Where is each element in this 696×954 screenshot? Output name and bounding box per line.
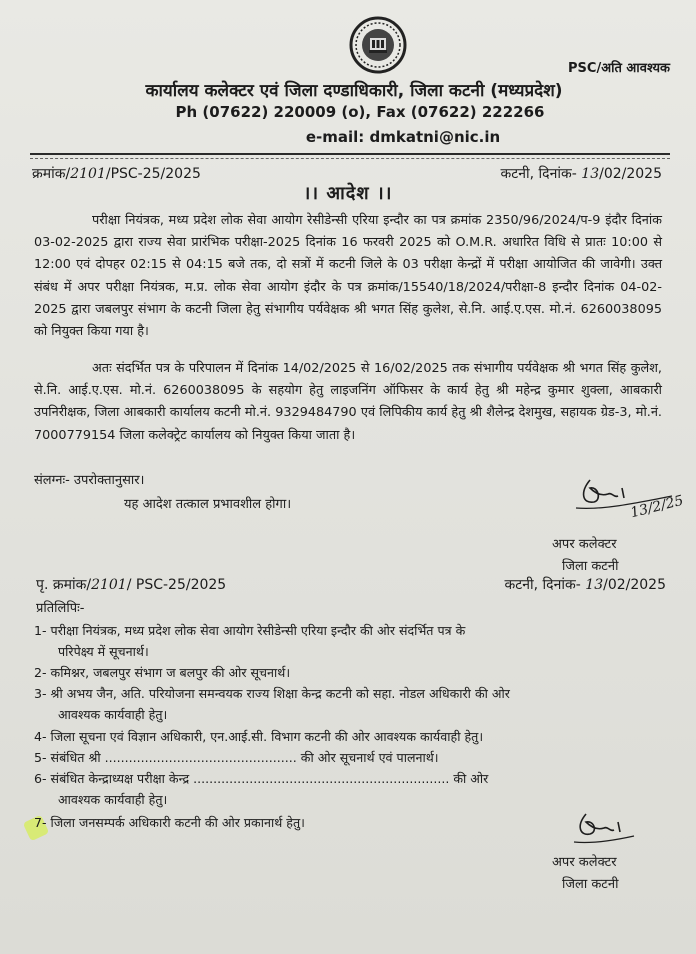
header-divider-dashed (30, 158, 670, 159)
copy-to-label: प्रतिलिपिः- (36, 601, 85, 616)
ref-suffix: /PSC-25/2025 (105, 166, 201, 182)
copy-ref-number-handwritten: 2101 (91, 577, 127, 593)
header-divider (30, 153, 670, 155)
copy-item-line: परिपेक्ष्य में सूचनार्थ। (58, 644, 149, 659)
order-paragraph-2 (34, 358, 662, 447)
order-heading: ।। आदेश ।। (303, 183, 393, 204)
ref-number-handwritten: 2101 (70, 166, 106, 182)
copy-item-line: 4- जिला सूचना एवं विज्ञान अधिकारी, एन.आई.सी. विभाग कटनी की ओर आवश्यक कार्यवाही हेतु। (34, 729, 484, 744)
date-label: कटनी, दिनांक- (500, 166, 577, 182)
copy-item-line: 6- संबंधित केन्द्राध्यक्ष परीक्षा केन्द्र ................................................................ की ओर (34, 771, 489, 786)
copy-item-line: 1- परीक्षा नियंत्रक, मध्य प्रदेश लोक सेवा आयोग रेसीडेन्सी एरिया इन्दौर की ओर संदर्भित पत्र के (34, 623, 466, 638)
office-title: कार्यालय कलेक्टर एवं जिला दण्डाधिकारी, जिला कटनी (मध्यप्रदेश) (145, 81, 563, 101)
copy-item-line: आवश्यक कार्यवाही हेतु। (58, 707, 168, 722)
copy-item (34, 726, 664, 747)
copy-item-line: 5- संबंधित श्री ................................................ की ओर सूचनार्थ एवं पालनार्थ। (34, 750, 439, 765)
signature-block-2 (552, 852, 618, 896)
copy-item-line: 7- जिला जनसम्पर्क अधिकारी कटनी की ओर प्रकानार्थ हेतु। (34, 815, 305, 830)
signature-date-scrawl: 13/2/25 (628, 492, 686, 522)
effect-note: यह आदेश तत्काल प्रभावशील होगा। (124, 497, 292, 512)
signature-block-1 (552, 534, 618, 578)
copy-item-line: 3- श्री अभय जैन, अति. परियोजना समन्वयक राज्य शिक्षा केन्द्र कटनी को सहा. नोडल अधिकारी की ओर (34, 686, 510, 701)
signatory-district: जिला कटनी (562, 877, 619, 892)
para2-text: अतः संदर्भित पत्र के परिपालन में दिनांक 14/02/2025 से 16/02/2025 तक संभागीय पर्यवेक्षक श्री भगत सिंह कुलेश, से.नि. आई.ए.एस. मो.नं. 6260038095 के सहयोग हेतु लाइजनिंग ऑफिसर के कार्य हेतु श्री महेन्द्र कुमार शुक्ला, आबकारी उपनिरीक्षक, जिला आबकारी कार्यालय कटनी मो.नं. 9329484790 एवं लिपिकीय कार्य हेतु श्री शैलेन्द्र देशमुख, सहायक ग्रेड-3, मो.नं. 7000779154 जिला कलेक्ट्रेट कार्यालय को नियुक्त किया जाता है। (34, 361, 662, 443)
copy-item (34, 812, 664, 833)
enclosure-note: संलग्नः- उपरोक्तानुसार। (34, 473, 145, 488)
order-paragraph-1 (34, 210, 662, 343)
ref-prefix: क्रमांक/ (32, 166, 71, 182)
copy-date-handwritten: 13 (585, 577, 604, 593)
copy-date-printed: /02/2025 (603, 577, 666, 593)
date-printed: /02/2025 (599, 166, 662, 182)
copy-reference-line (36, 575, 666, 594)
date-handwritten: 13 (581, 166, 600, 182)
copy-item-line: 2- कमिश्नर, जबलपुर संभाग ज बलपुर की ओर सूचनार्थ। (34, 665, 291, 680)
signatory-district: जिला कटनी (562, 559, 619, 574)
copy-item (34, 683, 664, 725)
copy-item (34, 768, 664, 810)
signatory-designation: अपर कलेक्टर (552, 855, 617, 870)
copy-item-line: आवश्यक कार्यवाही हेतु। (58, 792, 168, 807)
signatory-designation: अपर कलेक्टर (552, 537, 617, 552)
para1-text: परीक्षा नियंत्रक, मध्य प्रदेश लोक सेवा आयोग रेसीडेन्सी एरिया इन्दौर का पत्र क्रमांक 2350/96/2024/प-9 इंदौर दिनांक 03-02-2025 द्वारा राज्य सेवा प्रारंभिक परीक्षा-2025 दिनांक 16 फरवरी 2025 को O.M.R. अधारित विधि से प्रातः 10:00 से 12:00 एवं दोपहर 02:15 से 04:15 बजे तक, दो सत्रों में कटनी जिले के 03 परीक्षा केन्द्रों में परीक्षा आयोजित की जावेगी। उक्त संबंध में अपर परीक्षा नियंत्रक, म.प्र. लोक सेवा आयोग इंदौर के पत्र क्रमांक/15540/18/2024/परीक्षा-8 इन्दौर दिनांक 04-02-2025 द्वारा जबलपुर संभाग के कटनी जिला हेतु संभागीय पर्यवेक्षक श्री भगत सिंह कुलेश, से.नि. आई.ए.एस. मो.नं. 6260038095 को नियुक्त किया गया है। (34, 213, 662, 340)
copy-item (34, 662, 664, 683)
copy-ref-suffix: / PSC-25/2025 (126, 577, 227, 593)
email-line: e-mail: dmkatni@nic.in (305, 128, 501, 146)
contact-line: Ph (07622) 220009 (o), Fax (07622) 222266 (175, 103, 545, 121)
copy-ref-prefix: पृ. क्रमांक/ (36, 577, 92, 593)
priority-tag: PSC/अति आवश्यक (568, 61, 670, 76)
state-emblem-icon (348, 16, 408, 74)
copy-item (34, 747, 664, 768)
copy-item (34, 620, 664, 662)
copy-date-label: कटनी, दिनांक- (504, 577, 581, 593)
copy-order-number (36, 575, 226, 594)
copy-order-date (504, 575, 666, 594)
